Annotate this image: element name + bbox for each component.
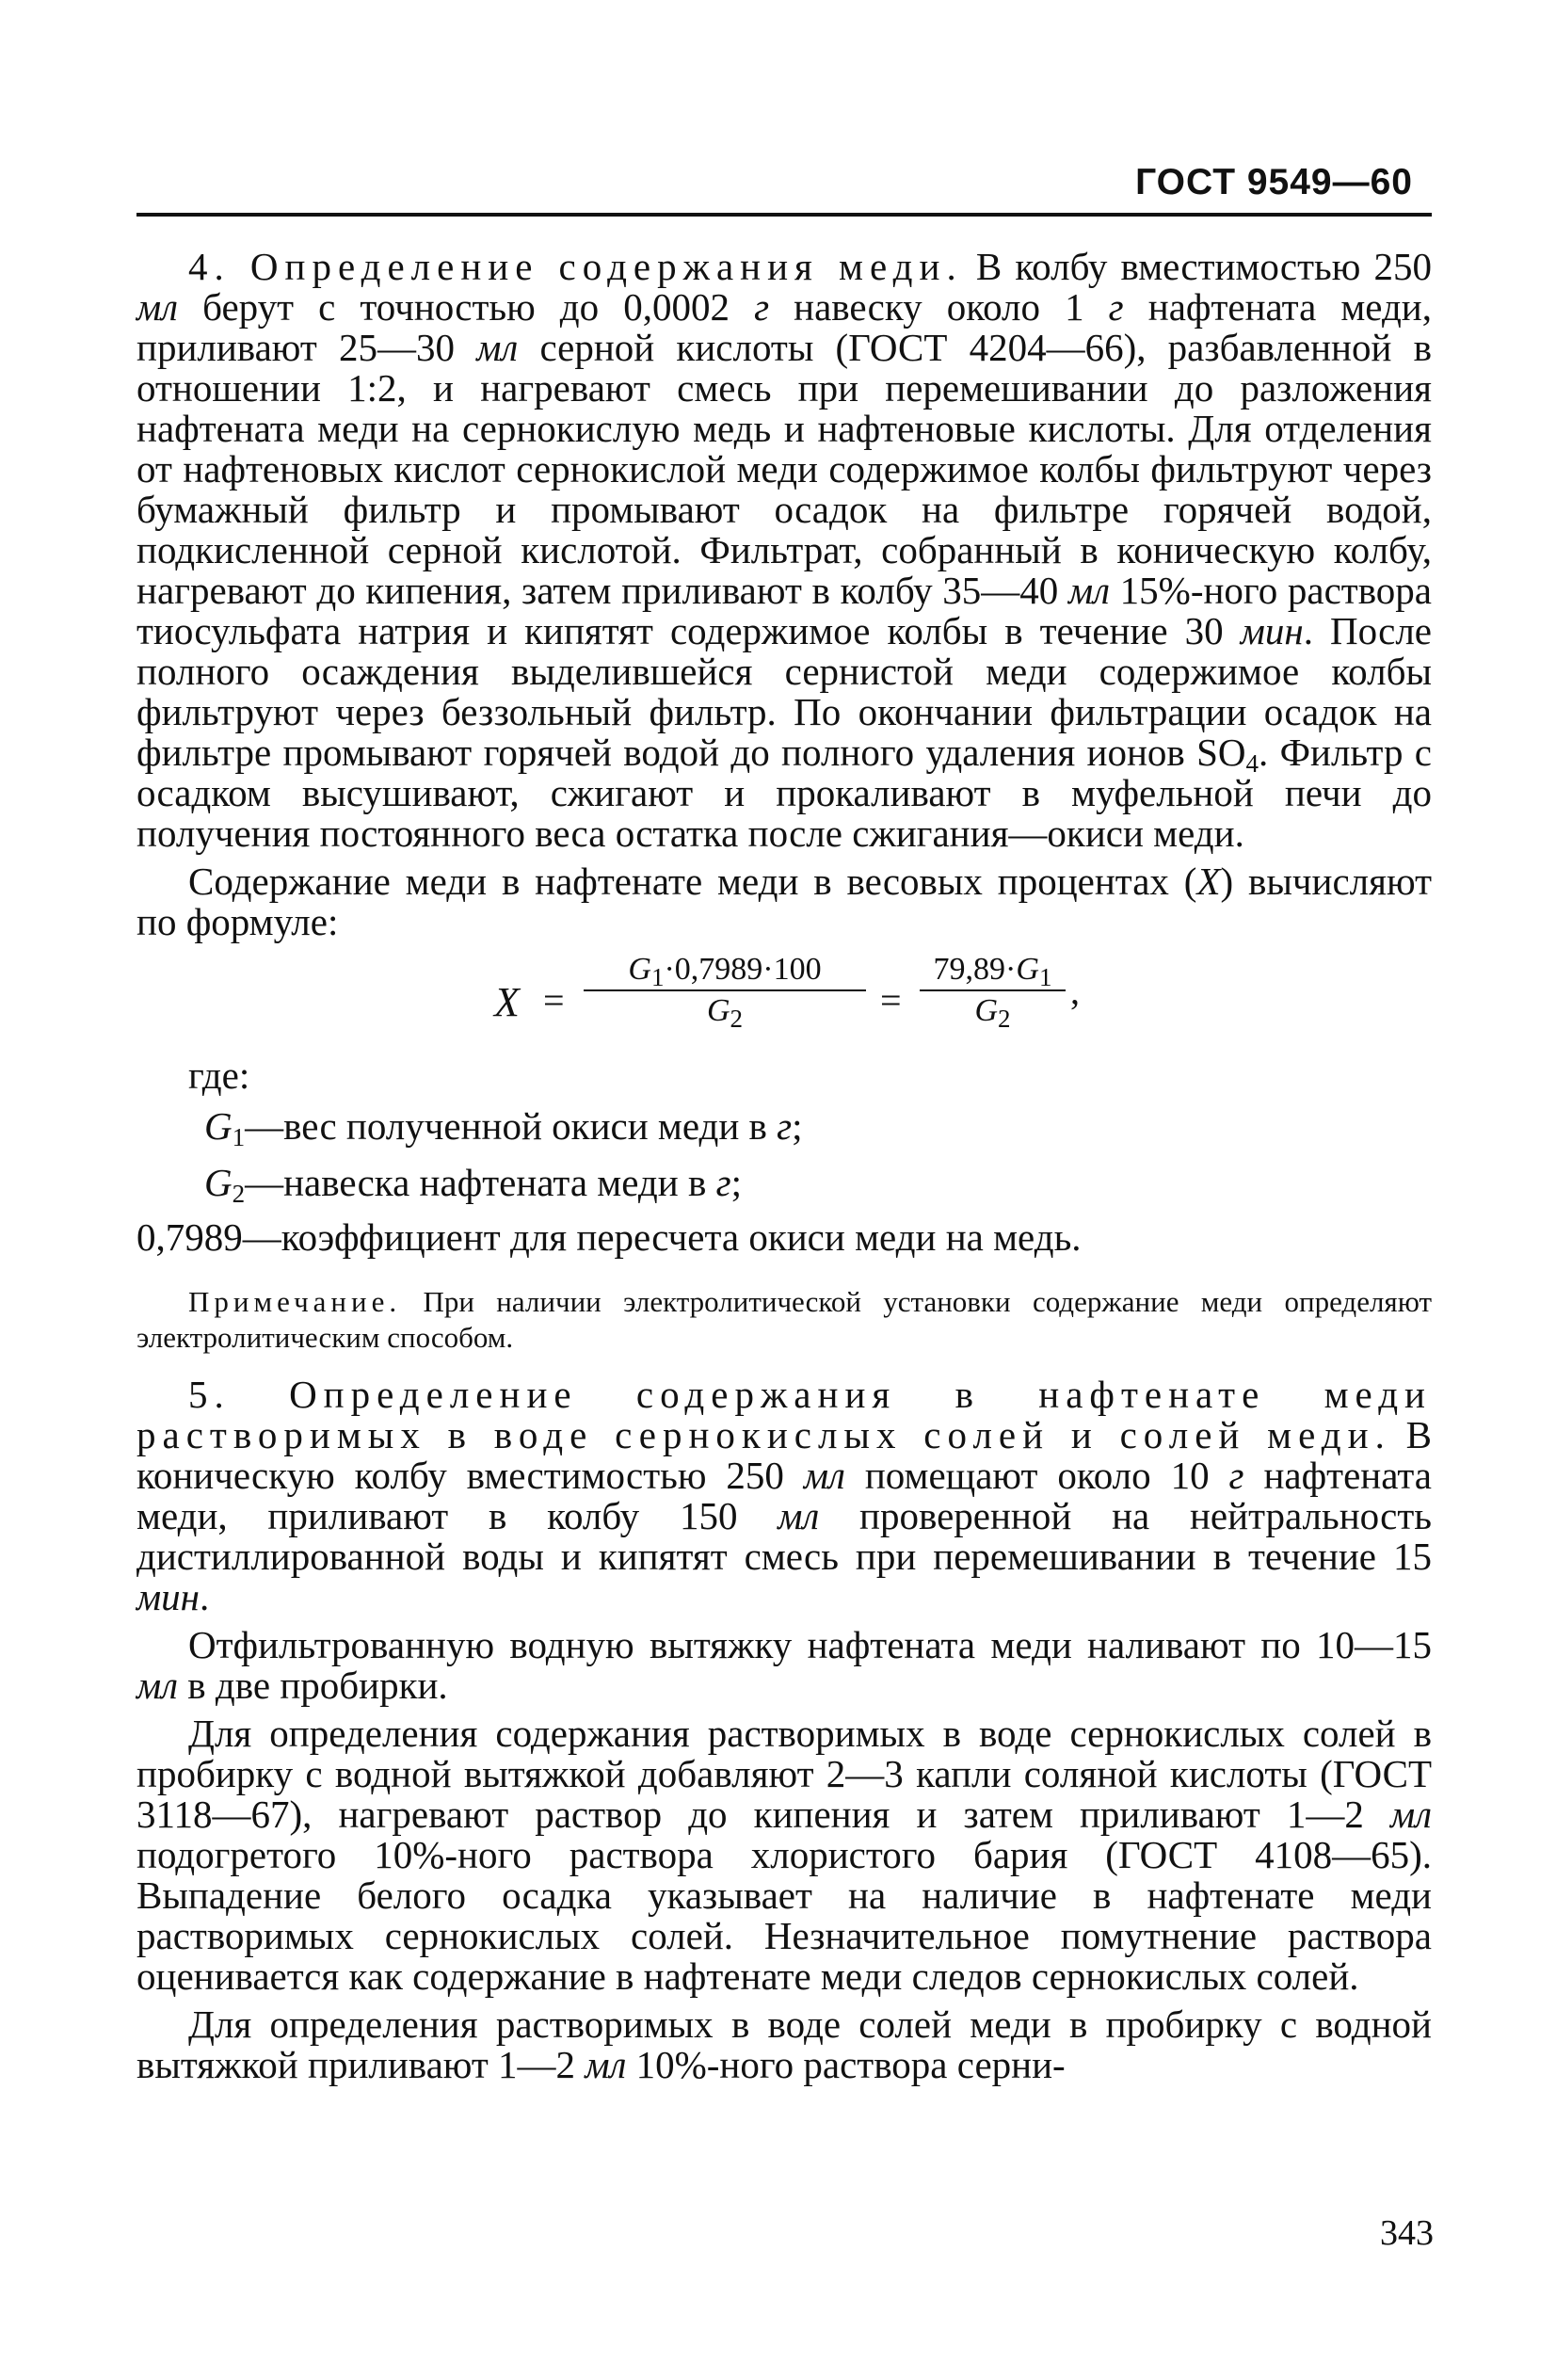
copper-content-formula (136, 952, 1432, 1055)
copper-salts-paragraph: Для определения растворимых в воде солей меди в пробирку с водной вытяжкой приливают 1—2 мл 10%-ного раствора серни- (136, 2002, 1432, 2086)
note-label: Примечание. (188, 1285, 402, 1318)
variable-definitions (136, 1096, 1432, 1275)
sulfate-test-paragraph: Для определения содержания растворимых в воде сернокислых солей в пробирку с водной вытяжкой добавляют 2—3 капли соляной кислоты (ГОСТ 3118—67), нагревают раствор до кипения и затем приливают 1—2 мл подогретого 10%-ного раствора хлористого бария (ГОСТ 4108—65). Выпадение белого осадка указывает на наличие в нафтенате меди растворимых сернокислых солей. Незначительное помутнение раствора оценивается как содержание в нафтенате меди следов сернокислых солей. (136, 1712, 1432, 1998)
formula-equals-2: = (880, 979, 902, 1021)
definition-coefficient: 0,7989—коэффициент для пересчета окиси меди на медь. (136, 1215, 1082, 1259)
where-label: где: (188, 1053, 250, 1097)
section-5-paragraph: 5. Определение содержания в нафтенате меди растворимых в воде сернокислых солей и солей меди. В коническую колбу вместимостью 250 мл помещают около 10 г нафтената меди, приливают в колбу 150 мл проверенной на нейтральность дистиллированной воды и кипятят смесь при перемешивании в течение 15 мин. (136, 1373, 1432, 1618)
header-rule (136, 213, 1432, 217)
section-4-heading: 4. Определение содержания меди. (188, 245, 963, 288)
filtration-paragraph: Отфильтрованную водную вытяжку нафтената меди наливают по 10—15 мл в две пробирки. (136, 1623, 1432, 1707)
note-block (136, 1284, 1432, 1356)
formula-fraction-2: $79,89\cdot G_1$ $G_2$ (920, 952, 1066, 1029)
section-4-paragraph: 4. Определение содержания меди. В колбу вместимостью 250 мл берут с точностью до 0,0002 г навеску около 1 г нафтената меди, приливают 25—30 мл серной кислоты (ГОСТ 4204—66), разбавленной в отношении 1:2, и нагревают смесь при перемешивании до разложения нафтената меди на сернокислую медь и нафтеновые кислоты. Для отделения от нафтеновых кислот сернокислой меди содержимое колбы фильтруют через бумажный фильтр и промывают осадок на фильтре горячей водой, подкисленной серной кислотой. Фильтрат, собранный в коническую колбу, нагревают до кипения, затем приливают в колбу 35—40 мл 15%-ного раствора тиосульфата натрия и кипятят содержимое колбы в течение 30 мин. После полного осаждения выделившейся сернистой меди содержимое колбы фильтруют через беззольный фильтр. По окончании фильтрации осадок на фильтре промывают горячей водой до полного удаления ионов $SO_4$. Фильтр с осадком высушивают, сжигают и прокаливают в муфельной печи до получения постоянного веса остатка после сжигания—окиси меди. (136, 245, 1432, 855)
formula-comma: , (1070, 970, 1080, 1012)
note-paragraph: Примечание. При наличии электролитической установки содержание меди определяют электролитическим способом. (136, 1285, 1432, 1354)
formula-intro: Содержание меди в нафтенате меди в весовых процентах (X) вычисляют по формуле: (136, 860, 1432, 943)
definition-g2: $G_2—навеска$ нафтената меди в г; (204, 1161, 742, 1208)
page-number: 343 (1380, 2213, 1434, 2253)
formula-equals-1: = (543, 979, 565, 1021)
definition-g1: $G_1—вес$ полученной окиси меди в г; (204, 1104, 803, 1151)
document-code: ГОСТ 9549—60 (1135, 162, 1413, 202)
document-body (136, 247, 1432, 2085)
formula-fraction-1: $G_1\cdot 0,7989\cdot 100$ $G_2$ (584, 952, 866, 1029)
formula-lhs: X (494, 979, 520, 1025)
section-5-heading: 5. Определение содержания в нафтенате меди растворимых в воде сернокислых солей и солей меди. (136, 1373, 1432, 1456)
page-header (136, 158, 1432, 217)
